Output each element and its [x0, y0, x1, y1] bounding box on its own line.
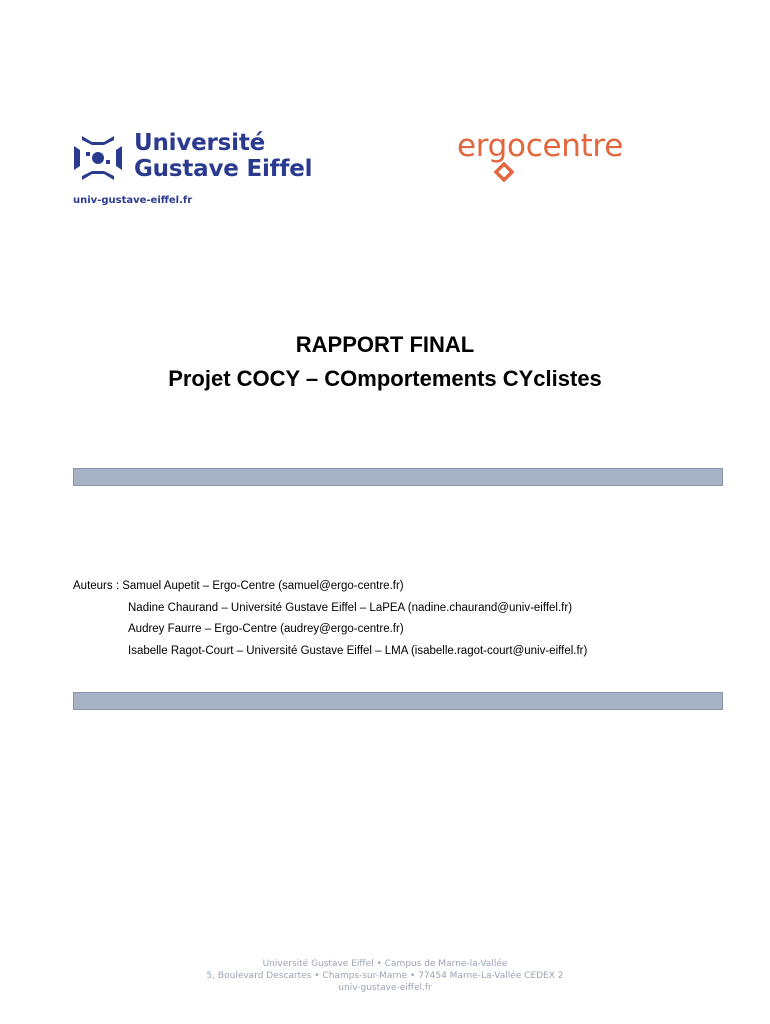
universite-gustave-eiffel-logo	[72, 130, 332, 186]
ergocentre-logo	[457, 128, 667, 184]
ergocentre-diamond-icon	[494, 162, 514, 182]
report-title-line1: RAPPORT FINAL	[295, 332, 475, 357]
authors-block	[73, 576, 587, 662]
author-row	[73, 598, 587, 620]
uge-emblem-icon	[72, 132, 124, 182]
report-title	[0, 328, 770, 396]
uge-logo-line2: Gustave Eiffel	[134, 156, 313, 182]
author-entry: Nadine Chaurand – Université Gustave Eiffel – LaPEA (nadine.chaurand@univ-eiffel.fr)	[128, 601, 573, 614]
author-entry: Audrey Faurre – Ergo-Centre (audrey@ergo-centre.fr)	[128, 623, 404, 635]
ergocentre-logo-text: ergocentre	[457, 128, 623, 164]
page-footer	[0, 958, 770, 994]
author-row	[73, 619, 587, 641]
uge-logo-text	[134, 130, 312, 182]
footer-line3: univ-gustave-eiffel.fr	[338, 983, 432, 993]
author-entry: Samuel Aupetit – Ergo-Centre (samuel@ergo-centre.fr)	[122, 580, 404, 592]
author-row	[73, 576, 587, 598]
footer-line2: 5, Boulevard Descartes • Champs-sur-Marne • 77454 Marne-La-Vallée CEDEX 2	[206, 971, 564, 981]
separator-bar-top	[73, 468, 723, 486]
author-entry: Isabelle Ragot-Court – Université Gustave Eiffel – LMA (isabelle.ragot-court@univ-eiffel.fr)	[128, 644, 588, 657]
separator-bar-bottom	[73, 692, 723, 710]
authors-label: Auteurs :	[73, 580, 123, 592]
footer-line1: Université Gustave Eiffel • Campus de Marne-la-Vallée	[262, 959, 508, 969]
report-title-line2: Projet COCY – COmportements CYclistes	[168, 366, 602, 391]
author-row	[73, 641, 587, 663]
uge-logo-line1: Université	[134, 130, 266, 156]
uge-url: univ-gustave-eiffel.fr	[73, 195, 193, 206]
